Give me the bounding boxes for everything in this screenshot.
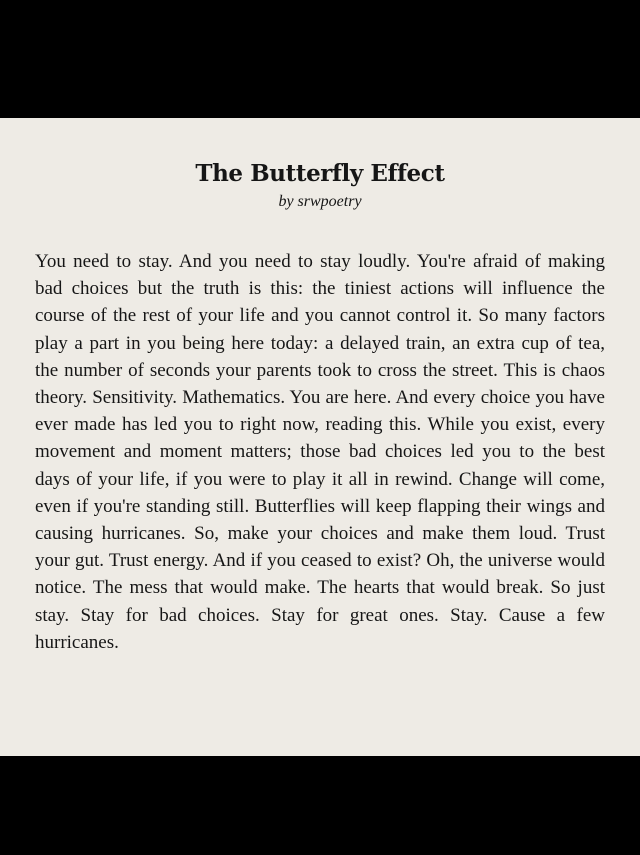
poem-byline: by srwpoetry [278,193,362,210]
poem-body: You need to stay. And you need to stay loudly. You're afraid of making bad choices but the truth is this: the tiniest actions will influence the course of the rest of your life and you cannot control it. So many factors play a part in you being here today: a delayed train, an extra cup of tea, the number of seconds your parents took to cross the street. This is chaos theory. Sensitivity. Mathematics. You are here. And every choice you have ever made has led you to right now, reading this. While you exist, every movement and moment matters; those bad choices led you to the best days of your life, if you were to play it all in rewind. Change will come, even if you're standing still. Butterflies will keep flapping their wings and causing hurricanes. So, make your choices and make them loud. Trust your gut. Trust energy. And if you ceased to exist? Oh, the universe would notice. The mess that would make. The hearts that would break. So just stay. Stay for bad choices. Stay for great ones. Stay. Cause a few hurricanes. [35,251,605,653]
poem-page [0,118,640,756]
poem-title: The Butterfly Effect [195,160,445,187]
